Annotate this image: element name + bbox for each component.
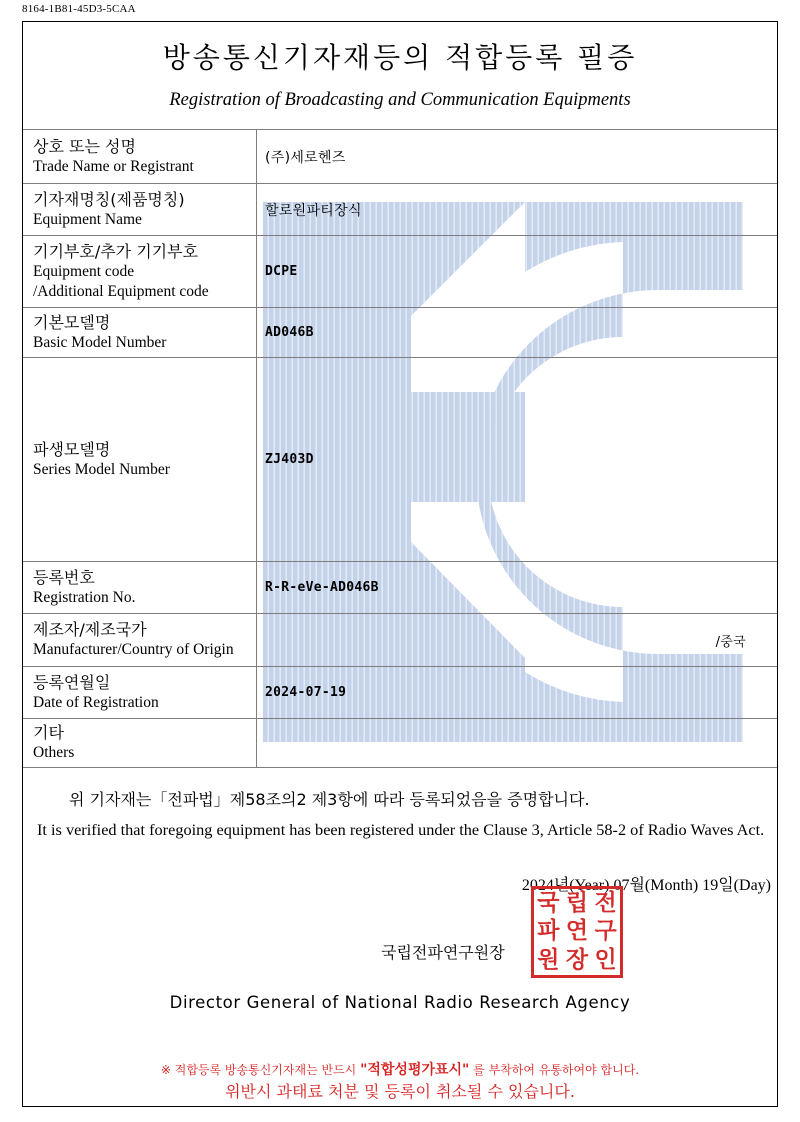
others-value (257, 719, 779, 768)
official-seal (531, 886, 623, 978)
table-row (23, 614, 779, 667)
seal-char: 장 (565, 947, 589, 974)
seal-char: 원 (537, 947, 560, 974)
equipment-code-value: DCPE (257, 236, 779, 308)
seal-char: 인 (594, 947, 617, 974)
title-english: Registration of Broadcasting and Communication Equipments (169, 90, 631, 110)
seal-char: 국 (537, 889, 560, 916)
label-korean: 파생모델명 (33, 439, 111, 459)
label-korean: 기본모델명 (33, 312, 111, 332)
series-model-value: ZJ403D (257, 358, 779, 562)
label-korean: 기타 (33, 723, 64, 742)
series-model-label (23, 358, 257, 562)
label-english: Manufacturer/Country of Origin (33, 641, 234, 658)
seal-char: 구 (594, 918, 617, 945)
manufacturer-label (23, 614, 257, 667)
notice-text: 를 부착하여 유통하여야 합니다. (469, 1063, 640, 1077)
date-of-registration-label (23, 667, 257, 719)
certificate-frame (22, 21, 778, 1107)
label-english: Trade Name or Registrant (33, 157, 194, 175)
label-korean: 제조자/제조국가 (33, 620, 147, 639)
trade-name-label (23, 130, 257, 184)
notice-mark-requirement (23, 1059, 777, 1079)
label-korean: 기기부호/추가 기기부호 (33, 241, 199, 261)
equipment-name-label (23, 184, 257, 236)
others-label (23, 719, 257, 768)
notice-text: ※ 적합등록 방송통신기자재는 반드시 (160, 1063, 361, 1077)
basic-model-label (23, 308, 257, 358)
label-korean: 등록연월일 (33, 672, 111, 692)
basic-model-value: AD046B (257, 308, 779, 358)
registration-no-value: R-R-eVe-AD046B (257, 562, 779, 614)
label-korean: 기자재명칭(제품명칭) (33, 189, 185, 209)
certification-statement-korean: 위 기자재는「전파법」제58조의2 제3항에 따라 등록되었음을 증명합니다. (69, 790, 590, 809)
table-row (23, 184, 779, 236)
notice-penalty: 위반시 과태료 처분 및 등록이 취소될 수 있습니다. (225, 1082, 575, 1101)
table-row (23, 130, 779, 184)
country-of-origin: /중국 (715, 634, 746, 650)
label-english-secondary: /Additional Equipment code (33, 282, 209, 300)
label-english: Series Model Number (33, 460, 170, 478)
label-korean: 등록번호 (33, 567, 95, 587)
equipment-name-value: 할로원파티장식 (257, 184, 779, 236)
notice-emphasis: "적합성평가표시" (360, 1062, 470, 1078)
date-of-registration-value: 2024-07-19 (257, 667, 779, 719)
table-row (23, 719, 779, 768)
director-title-korean: 국립전파연구원장 (381, 943, 505, 962)
label-korean: 상호 또는 성명 (33, 136, 136, 156)
certification-statement-english: It is verified that foregoing equipment has been registered under the Clause 3, Article 58-2 of Radio Waves Act. (37, 820, 765, 839)
director-title-english: Director General of National Radio Research Agency (169, 993, 631, 1012)
label-english: Date of Registration (33, 693, 159, 711)
label-english: Equipment Name (33, 210, 142, 228)
issue-date: 2024년(Year) 07월(Month) 19일(Day) (521, 877, 771, 894)
equipment-code-label (23, 236, 257, 308)
label-english: Equipment code (33, 262, 135, 280)
table-row (23, 562, 779, 614)
label-english: Basic Model Number (33, 333, 167, 351)
table-row (23, 358, 779, 562)
manufacturer-value (257, 614, 779, 667)
title-korean: 방송통신기자재등의 적합등록 필증 (162, 41, 638, 74)
trade-name-value: (주)세로헨즈 (257, 130, 779, 184)
seal-char: 연 (565, 918, 589, 945)
registration-no-label (23, 562, 257, 614)
document-id: 8164-1B81-45D3-5CAA (22, 3, 136, 15)
table-row (23, 308, 779, 358)
label-english: Registration No. (33, 588, 136, 606)
registration-table (22, 129, 778, 768)
label-english: Others (33, 744, 75, 761)
table-row (23, 667, 779, 719)
table-row (23, 236, 779, 308)
seal-char: 립 (565, 889, 589, 916)
seal-char: 파 (537, 918, 560, 945)
seal-char: 전 (594, 889, 617, 916)
